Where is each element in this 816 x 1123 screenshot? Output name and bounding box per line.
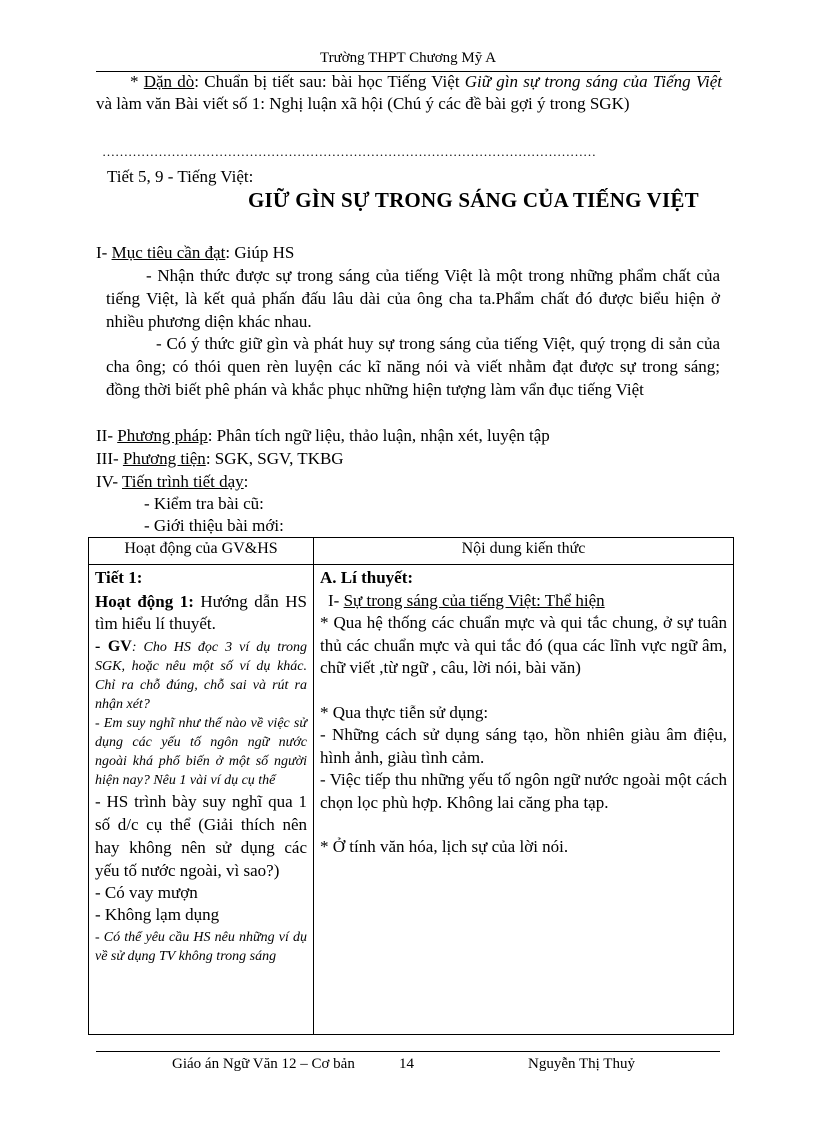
method-line: II- Phương pháp: Phân tích ngữ liệu, thảo luận, nhận xét, luyện tập — [96, 426, 550, 445]
content-point-1: * Qua hệ thống các chuẩn mực và qui tắc chung, ở sự tuân thủ các chuẩn mực và qui tắc đó (qua các lĩnh vực ngữ âm, chữ viết ,từ ngữ , câu, lời nói, bài văn) — [320, 613, 727, 677]
content-point-3: * Ở tính văn hóa, lịch sự của lời nói. — [320, 837, 569, 856]
content-point-2-title: * Qua thực tiễn sử dụng: — [320, 702, 489, 722]
content-point-2b: - Việc tiếp thu những yếu tố ngôn ngữ nước ngoài một cách chọn lọc phù hợp. Không lai căng pha tạp. — [320, 770, 727, 812]
lesson-title: GIỮ GÌN SỰ TRONG SÁNG CỦA TIẾNG VIỆT — [248, 188, 699, 212]
discussion-question: - Em suy nghĩ như thế nào về việc sử dụng các yếu tố ngôn ngữ nước ngoài khá phổ biến ở một số người hiện nay? Nêu 1 vài ví dụ cụ thể — [95, 716, 307, 788]
period-label: Tiết 1: — [95, 568, 143, 587]
table-row — [89, 565, 734, 1035]
gv-instruction: - GV: Cho HS đọc 3 ví dụ trong SGK, hoặc nêu một số ví dụ khác. Chỉ ra chỗ đúng, chỗ sai và rút ra nhận xét? — [95, 638, 308, 712]
process-heading: IV- Tiến trình tiết dạy: — [96, 472, 249, 491]
homework-paragraph: * Dặn dò: Chuẩn bị tiết sau: bài học Tiếng Việt Giữ gìn sự trong sáng của Tiếng Việt và làm văn Bài viết số 1: Nghị luận xã hội (Chú ý các đề bài gợi ý trong SGK) — [96, 72, 723, 113]
footer-rule — [96, 1051, 720, 1052]
objective-item-2: - Có ý thức giữ gìn và phát huy sự trong sáng của tiếng Việt, quý trọng di sản của cha ông; có thói quen rèn luyện các kĩ năng nói và viết nhằm đạt được sự trong sáng; đồng thời biết phê phán và khắc phục những hiện tượng làm vẩn đục tiếng Việt — [106, 334, 720, 399]
homework-label: Dặn dò — [143, 72, 195, 91]
content-point-2a: - Những cách sử dụng sáng tạo, hồn nhiên giàu âm điệu, hình ảnh, giàu tình cảm. — [320, 725, 727, 767]
table-header-row — [89, 538, 734, 565]
objectives-heading: I- Mục tiêu cần đạt: Giúp HS — [96, 243, 295, 262]
process-step-1: - Kiểm tra bài cũ: — [144, 494, 264, 513]
teacher-note: - Có thể yêu cầu HS nêu những ví dụ về sử dụng TV không trong sáng — [95, 930, 307, 964]
lesson-plan-table — [88, 537, 734, 1035]
objective-item-1: - Nhận thức được sự trong sáng của tiếng Việt là một trong những phẩm chất của tiếng Việt, là kết quả phấn đấu lâu dài của ông cha ta.Phẩm chất đó được biểu hiện ở nhiều phương diện khác nhau. — [106, 266, 720, 331]
point-no-abuse: - Không lạm dụng — [95, 905, 220, 924]
school-header: Trường THPT Chương Mỹ A — [319, 50, 497, 66]
means-line: III- Phương tiện: SGK, SGV, TKBG — [96, 449, 344, 468]
content-cell — [314, 565, 734, 1035]
footer-page-number: 14 — [399, 1056, 414, 1072]
process-step-2: - Giới thiệu bài mới: — [144, 516, 284, 535]
homework-lesson-title: Giữ gìn sự trong sáng của Tiếng Việt — [464, 72, 723, 91]
sub-heading: I- Sự trong sáng của tiếng Việt: Thể hiện — [328, 590, 605, 610]
point-borrowing: - Có vay mượn — [95, 883, 198, 902]
activities-cell — [89, 565, 314, 1035]
col-header-content: Nội dung kiến thức — [314, 538, 734, 565]
footer-author: Nguyễn Thị Thuỷ — [528, 1056, 635, 1072]
hs-answer: - HS trình bày suy nghĩ qua 1 số d/c cụ thể (Giải thích nên hay không nên sử dụng các yếu tố nước ngoài, vì sao?) — [95, 792, 307, 880]
section-theory: A. Lí thuyết: — [320, 568, 414, 587]
lesson-label: Tiết 5, 9 - Tiếng Việt: — [107, 167, 254, 186]
col-header-activities: Hoạt động của GV&HS — [89, 538, 314, 565]
activity-1: Hoạt động 1: Hướng dẫn HS tìm hiểu lí thuyết. — [95, 592, 307, 633]
footer-course: Giáo án Ngữ Văn 12 – Cơ bản — [172, 1056, 355, 1072]
dotted-separator: …………………………………………………………………………………………………… — [102, 144, 596, 159]
